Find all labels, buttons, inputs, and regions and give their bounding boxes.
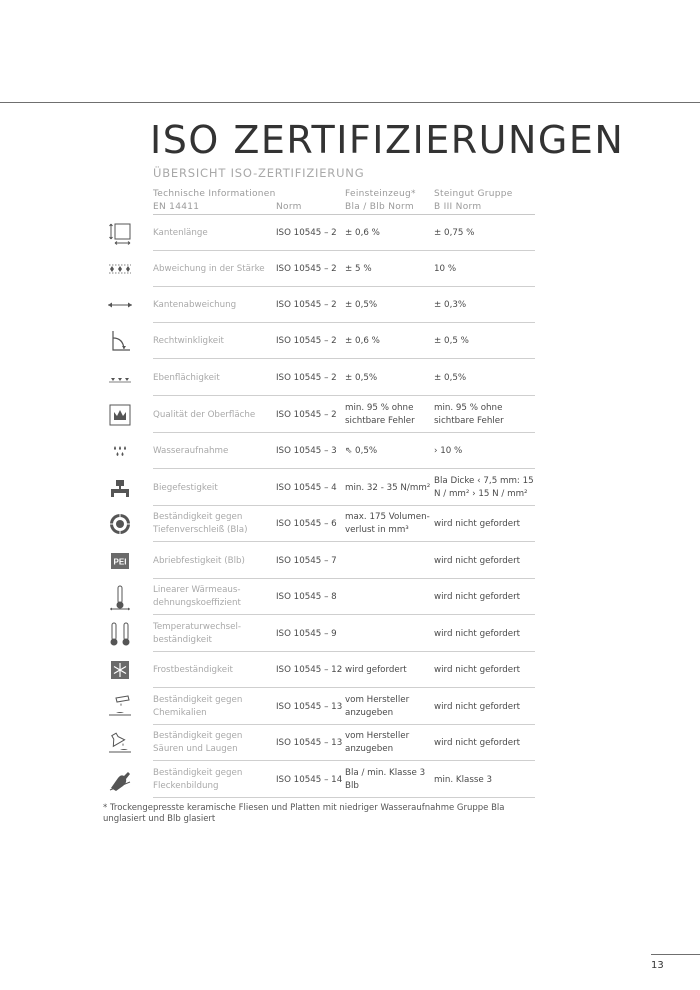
row-value-feinsteinzeug: min. 32 - 35 N/mm²: [345, 482, 431, 493]
row-norm: ISO 10545 – 7: [276, 555, 337, 566]
row-norm: ISO 10545 – 2: [276, 263, 337, 274]
flatness-arrows-icon: [106, 364, 134, 392]
row-property: Kantenabweichung: [153, 299, 237, 310]
row-value-feinsteinzeug: Bla / min. Klasse 3 Blb: [345, 768, 426, 791]
row-value-steingut: wird nicht gefordert: [434, 518, 521, 529]
table-row: [0, 470, 700, 506]
top-divider: [0, 102, 700, 103]
row-norm: ISO 10545 – 13: [276, 737, 343, 748]
row-norm: ISO 10545 – 2: [276, 409, 337, 420]
row-value-feinsteinzeug: ⇖ 0,5%: [345, 445, 378, 456]
thermometer-expansion-icon: [106, 583, 134, 611]
row-property: Biegefestigkeit: [153, 482, 218, 493]
row-value-steingut: wird nicht gefordert: [434, 555, 521, 566]
row-value-steingut: ± 0,3%: [434, 299, 467, 310]
row-value-feinsteinzeug: [345, 579, 433, 615]
water-drops-icon: [106, 437, 134, 465]
row-norm: ISO 10545 – 2: [276, 335, 337, 346]
row-divider: [153, 541, 535, 542]
crown-quality-icon: [106, 401, 134, 429]
row-property: Beständigkeit gegen Chemikalien: [153, 695, 243, 718]
row-value-feinsteinzeug: ± 0,6 %: [345, 227, 380, 238]
row-value-feinsteinzeug: wird gefordert: [345, 664, 407, 675]
row-divider: [153, 797, 535, 798]
table-row: [0, 579, 700, 615]
table-row: [0, 616, 700, 652]
row-value-feinsteinzeug: ± 0,5%: [345, 299, 378, 310]
abrasion-wheel-icon: [106, 510, 134, 538]
svg-text:PEI: PEI: [113, 557, 127, 567]
thickness-arrows-icon: [106, 255, 134, 283]
row-norm: ISO 10545 – 2: [276, 227, 337, 238]
row-divider: [153, 468, 535, 469]
row-property: Beständigkeit gegen Fleckenbildung: [153, 768, 243, 791]
straightness-line-icon: [106, 291, 134, 319]
table-row: [0, 251, 700, 287]
table-row: [0, 506, 700, 542]
row-norm: ISO 10545 – 8: [276, 591, 337, 602]
row-norm: ISO 10545 – 9: [276, 628, 337, 639]
row-value-steingut: ± 0,5%: [434, 372, 467, 383]
table-row: [0, 323, 700, 359]
header-steingut: [434, 188, 513, 214]
row-value-steingut: 10 %: [434, 263, 457, 274]
row-value-feinsteinzeug: [345, 616, 433, 652]
row-value-feinsteinzeug: vom Hersteller anzugeben: [345, 731, 410, 754]
row-property: Frostbeständigkeit: [153, 664, 233, 675]
pei-badge-icon: [106, 547, 134, 575]
row-norm: ISO 10545 – 6: [276, 518, 337, 529]
row-property: Beständigkeit gegen Tiefenverschleiß (Bla): [153, 512, 248, 535]
row-property: Kantenlänge: [153, 227, 208, 238]
row-property: Abweichung in der Stärke: [153, 263, 265, 274]
table-row: [0, 652, 700, 688]
row-property: Abriebfestigkeit (Blb): [153, 555, 245, 566]
header-feinsteinzeug: [345, 188, 416, 214]
row-value-feinsteinzeug: min. 95 % ohne sichtbare Fehler: [345, 403, 415, 426]
stain-hand-icon: [106, 766, 134, 794]
row-value-steingut: ± 0,5 %: [434, 335, 469, 346]
row-value-steingut: min. Klasse 3: [434, 774, 493, 785]
row-property: Wasseraufnahme: [153, 445, 229, 456]
row-value-steingut: wird nicht gefordert: [434, 701, 521, 712]
header-norm: [276, 188, 302, 214]
row-norm: ISO 10545 – 2: [276, 372, 337, 383]
row-norm: ISO 10545 – 4: [276, 482, 337, 493]
double-thermometer-icon: [106, 620, 134, 648]
right-angle-icon: [106, 327, 134, 355]
header-a-line1: Feinsteinzeug*: [345, 189, 416, 199]
row-norm: ISO 10545 – 14: [276, 774, 343, 785]
row-property: Temperaturwechsel-beständigkeit: [153, 622, 242, 645]
header-b-line2: B III Norm: [434, 202, 482, 212]
header-property-line2: EN 14411: [153, 202, 200, 212]
row-value-steingut: › 10 %: [434, 445, 463, 456]
row-value-feinsteinzeug: max. 175 Volumen-verlust in mm³: [345, 512, 430, 535]
table-row: [0, 725, 700, 761]
row-divider: [153, 687, 535, 688]
page-number-divider: [651, 954, 700, 955]
header-norm-label: Norm: [276, 202, 302, 212]
row-norm: ISO 10545 – 12: [276, 664, 343, 675]
chemical-pour-icon: [106, 693, 134, 721]
snowflake-icon: [106, 656, 134, 684]
page-number: 13: [651, 960, 664, 971]
row-value-feinsteinzeug: ± 5 %: [345, 263, 372, 274]
row-property: Linearer Wärmeaus-dehnungskoeffizient: [153, 585, 241, 608]
weight-bending-icon: [106, 474, 134, 502]
row-value-steingut: min. 95 % ohne sichtbare Fehler: [434, 403, 504, 426]
row-value-feinsteinzeug: [345, 543, 433, 579]
row-divider: [153, 395, 535, 396]
row-divider: [153, 358, 535, 359]
table-row: [0, 287, 700, 323]
table-row: [0, 689, 700, 725]
row-norm: ISO 10545 – 3: [276, 445, 337, 456]
footnote: * Trockengepresste keramische Fliesen und Platten mit niedriger Wasseraufnahme Gruppe Bla unglasiert und Blb glasiert: [103, 803, 505, 824]
page-title: ISO ZERTIFIZIERUNGEN: [150, 118, 625, 162]
row-value-steingut: wird nicht gefordert: [434, 664, 521, 675]
row-value-steingut: wird nicht gefordert: [434, 591, 521, 602]
row-value-feinsteinzeug: ± 0,5%: [345, 372, 378, 383]
row-property: Ebenflächigkeit: [153, 372, 220, 383]
table-row: [0, 397, 700, 433]
row-value-feinsteinzeug: vom Hersteller anzugeben: [345, 695, 410, 718]
row-property: Beständigkeit gegen Säuren und Laugen: [153, 731, 243, 754]
dimension-square-icon: [106, 219, 134, 247]
header-b-line1: Steingut Gruppe: [434, 189, 513, 199]
acid-flask-icon: [106, 729, 134, 757]
row-value-steingut: ± 0,75 %: [434, 227, 475, 238]
page-subtitle: ÜBERSICHT ISO-ZERTIFIZIERUNG: [153, 166, 365, 180]
table-row: [0, 543, 700, 579]
table-row: [0, 360, 700, 396]
header-property-line1: Technische Informationen: [153, 189, 276, 199]
table-row: [0, 215, 700, 251]
table-row: [0, 433, 700, 469]
row-divider: [153, 760, 535, 761]
row-value-steingut: Bla Dicke ‹ 7,5 mm: 15 N / mm² › 15 N / mm²: [434, 476, 534, 499]
row-property: Qualität der Oberfläche: [153, 409, 256, 420]
table-row: [0, 762, 700, 798]
row-norm: ISO 10545 – 2: [276, 299, 337, 310]
header-a-line2: Bla / Blb Norm: [345, 202, 414, 212]
row-value-steingut: wird nicht gefordert: [434, 628, 521, 639]
row-value-feinsteinzeug: ± 0,6 %: [345, 335, 380, 346]
row-property: Rechtwinkligkeit: [153, 335, 224, 346]
row-value-steingut: wird nicht gefordert: [434, 737, 521, 748]
row-norm: ISO 10545 – 13: [276, 701, 343, 712]
row-divider: [153, 614, 535, 615]
header-property: [153, 188, 276, 214]
